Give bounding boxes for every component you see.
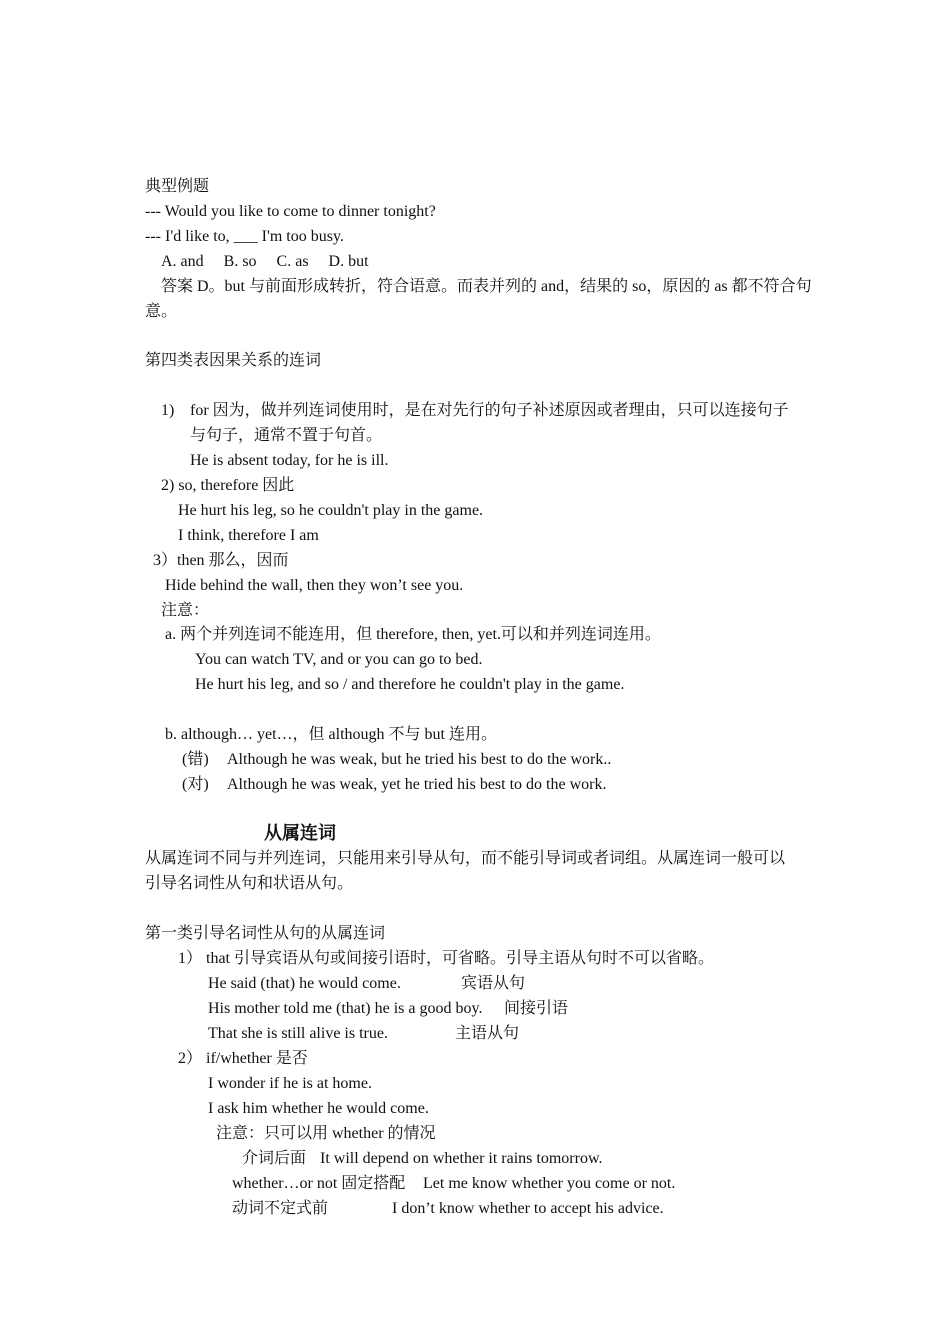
- note-item: a. 两个并列连词不能连用，但 therefore, then, yet.可以和并列连词连用。: [165, 626, 661, 643]
- list-item: for 因为，做并列连词使用时，是在对先行的句子补述原因或者理由，只可以连接句子: [190, 402, 789, 419]
- example-sentence: He hurt his leg, so he couldn't play in the game.: [178, 502, 484, 519]
- section-heading: 第一类引导名词性从句的从属连词: [145, 925, 386, 942]
- case-label: whether…or not 固定搭配: [232, 1175, 406, 1192]
- correct-tag: (对): [182, 776, 209, 793]
- example-sentence: He said (that) he would come.: [208, 975, 401, 992]
- example-sentence: Although he was weak, yet he tried his best to do the work.: [227, 776, 607, 793]
- list-item-cont: 与句子，通常不置于句首。: [190, 427, 383, 444]
- paragraph: 从属连词不同与并列连词，只能用来引导从句，而不能引导词或者词组。从属连词一般可以: [145, 850, 786, 867]
- example-sentence: That she is still alive is true.: [208, 1025, 388, 1042]
- clause-type-tag: 间接引语: [504, 1000, 569, 1017]
- wrong-tag: (错): [182, 751, 209, 768]
- paragraph-cont: 引导名词性从句和状语从句。: [145, 875, 354, 892]
- list-item: 3）then 那么，因而: [153, 552, 289, 569]
- section-heading: 第四类表因果关系的连词: [145, 352, 322, 369]
- example-sentence: His mother told me (that) he is a good boy.: [208, 1000, 483, 1017]
- example-sentence: You can watch TV, and or you can go to bed.: [195, 651, 483, 668]
- note-label: 注意：只可以用 whether 的情况: [216, 1125, 436, 1142]
- example-sentence: He hurt his leg, and so / and therefore he couldn't play in the game.: [195, 676, 625, 693]
- note-label: 注意：: [161, 602, 210, 619]
- example-sentence: Hide behind the wall, then they won’t see you.: [165, 577, 464, 594]
- example-sentence: I wonder if he is at home.: [208, 1075, 372, 1092]
- list-item: 1） that 引导宾语从句或间接引语时，可省略。引导主语从句时不可以省略。: [178, 950, 714, 967]
- example-sentence: I don’t know whether to accept his advice.: [392, 1200, 664, 1217]
- example-sentence: He is absent today, for he is ill.: [190, 452, 389, 469]
- example-sentence: Let me know whether you come or not.: [423, 1175, 676, 1192]
- example-sentence: I think, therefore I am: [178, 527, 319, 544]
- example-answer-cont: 意。: [145, 303, 178, 320]
- case-label: 动词不定式前: [232, 1200, 329, 1217]
- example-answer: 答案 D。but 与前面形成转折，符合语意。而表并列的 and，结果的 so，原因的 as 都不符合句: [161, 278, 812, 295]
- clause-type-tag: 宾语从句: [461, 975, 526, 992]
- example-sentence: Although he was weak, but he tried his best to do the work..: [227, 751, 612, 768]
- example-sentence: It will depend on whether it rains tomorrow.: [320, 1150, 603, 1167]
- example-question-line: --- Would you like to come to dinner tonight?: [145, 203, 436, 220]
- example-options: A. and B. so C. as D. but: [161, 253, 369, 270]
- case-label: 介词后面: [242, 1150, 307, 1167]
- example-heading: 典型例题: [145, 178, 210, 195]
- list-number: 1): [161, 402, 175, 419]
- example-question-line: --- I'd like to, ___ I'm too busy.: [145, 228, 344, 245]
- note-item: b. although… yet…，但 although 不与 but 连用。: [165, 726, 497, 743]
- list-item: 2） if/whether 是否: [178, 1050, 308, 1067]
- clause-type-tag: 主语从句: [455, 1025, 520, 1042]
- section-title: 从属连词: [264, 823, 336, 844]
- list-item: 2) so, therefore 因此: [161, 477, 295, 494]
- example-sentence: I ask him whether he would come.: [208, 1100, 429, 1117]
